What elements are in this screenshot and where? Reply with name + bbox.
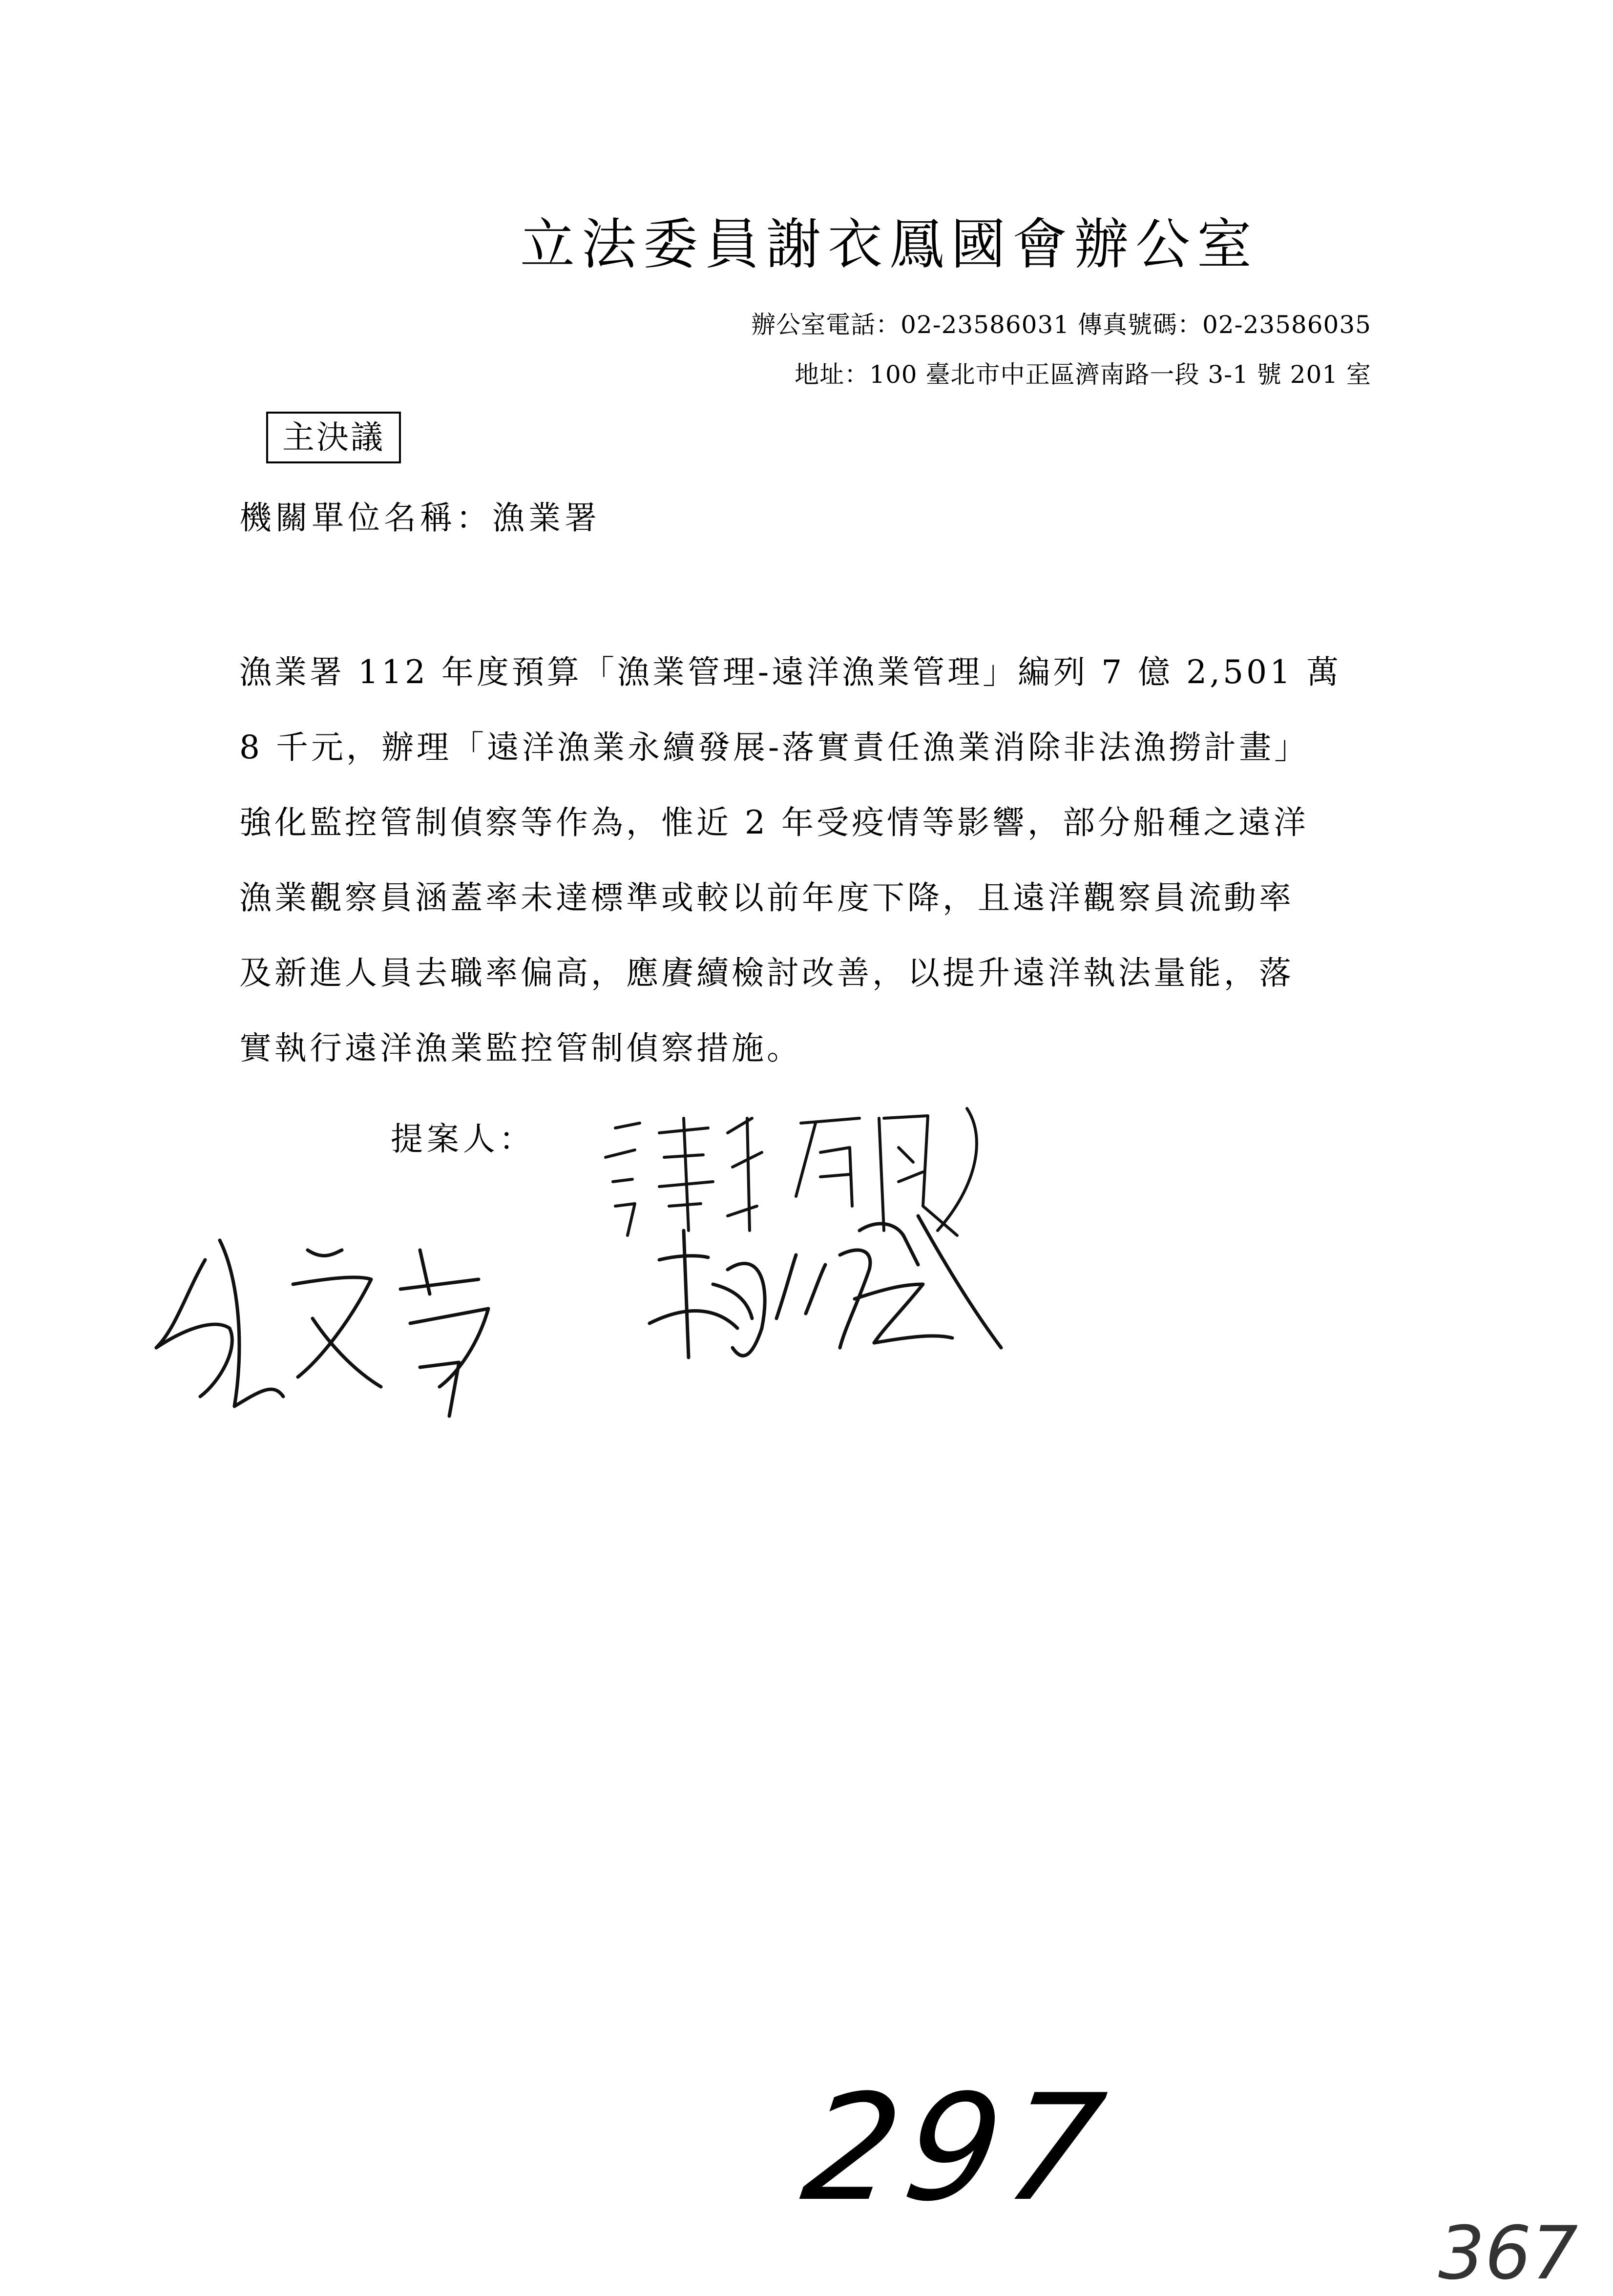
body-line: 8 千元，辦理「遠洋漁業永續發展-落實責任漁業消除非法漁撈計畫」 xyxy=(239,729,1310,766)
body-line: 強化監控管制偵察等作為，惟近 2 年受疫情等影響，部分船種之遠洋 xyxy=(239,804,1309,841)
page-number: 297 xyxy=(794,2063,1121,2233)
signature-3 xyxy=(630,1201,1021,1387)
proposer-label: 提案人： xyxy=(391,1120,535,1158)
body-line: 實執行遠洋漁業監控管制偵察措施。 xyxy=(239,1029,802,1067)
archive-number: 367 xyxy=(1438,2211,1578,2296)
body-line: 及新進人員去職率偏高，應賡續檢討改善，以提升遠洋執法量能，落 xyxy=(239,954,1294,992)
resolution-body xyxy=(239,635,1377,1086)
body-line: 漁業署 112 年度預算「漁業管理-遠洋漁業管理」編列 7 億 2,501 萬 xyxy=(239,653,1342,691)
office-phone-fax: 辦公室電話：02-23586031 傳真號碼：02-23586035 xyxy=(751,311,1371,339)
signature-2 xyxy=(147,1221,537,1426)
document-type-label: 主決議 xyxy=(266,412,401,463)
body-line: 漁業觀察員涵蓋率未達標準或較以前年度下降，且遠洋觀察員流動率 xyxy=(239,879,1294,917)
office-address: 地址：100 臺北市中正區濟南路一段 3-1 號 201 室 xyxy=(795,360,1371,389)
office-title: 立法委員謝衣鳳國會辦公室 xyxy=(520,213,1258,276)
agency-name: 機關單位名稱：漁業署 xyxy=(239,499,601,537)
